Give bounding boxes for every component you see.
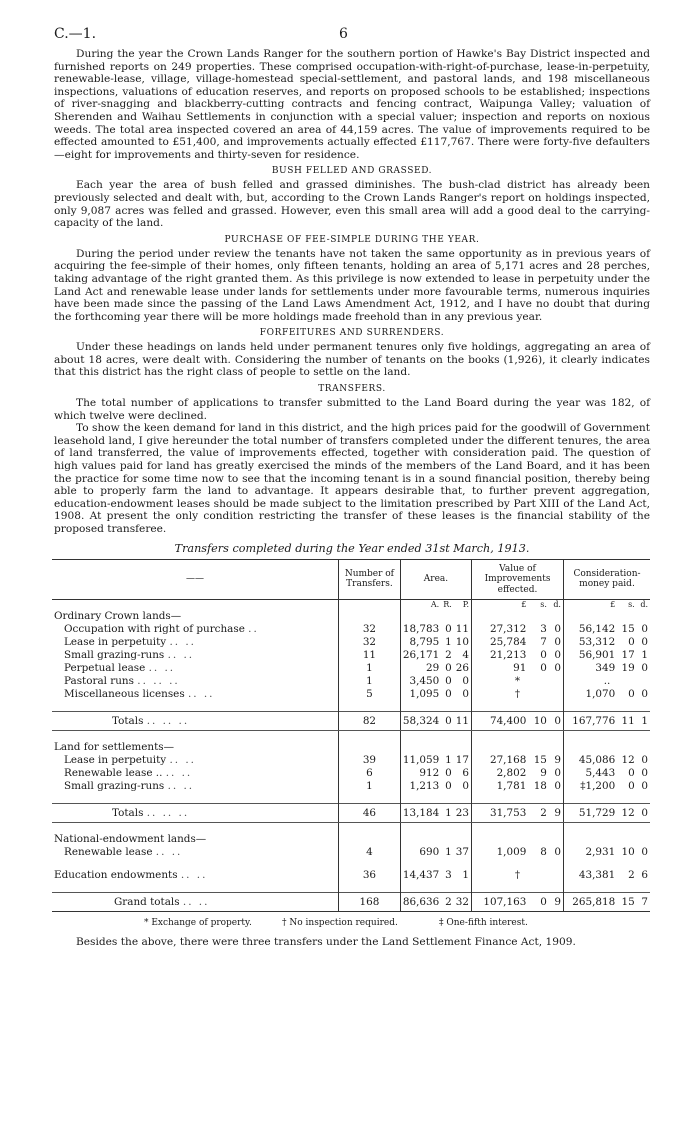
footnote-exchange: * Exchange of property. bbox=[144, 918, 252, 929]
table-footnotes bbox=[54, 918, 650, 930]
paragraph-transfers-count: The total number of applications to transfer submitted to the Land Board during the year was 182, of which twelve were declined. bbox=[54, 397, 650, 422]
group-row bbox=[52, 741, 650, 754]
unit-pence: d. bbox=[553, 600, 561, 610]
row-label: Small grazing-runs bbox=[64, 780, 165, 793]
row-label: Perpetual lease bbox=[64, 662, 146, 675]
header-dash: —— bbox=[52, 559, 339, 600]
header-number: Number of Transfers. bbox=[339, 559, 401, 600]
table-row: Renewable lease .. .. .. 6 912 0 6 2,802 9 0 5,443 0 0 bbox=[64, 767, 648, 780]
paragraph-purchase: During the period under review the tenants have not taken the same opportunity as in previous years of acquiring the fee-simple of their homes, only fifteen tenants, holding an area of 5,171 acres and 28 perches, taking advantage of the right granted them. As this privilege is now extended to lease in perpetuity under the Land Act and renewable lease under lands for settlements under more favourable terms, numerous inquiries have been made since the passing of the Land Laws Amendment Act, 1912, and I have no doubt that during the forthcoming year there will be more holdings made freehold than in any previous year. bbox=[54, 247, 650, 323]
row-label: Education endowments bbox=[54, 869, 178, 882]
group-label: National-endowment lands— bbox=[54, 833, 207, 846]
document-page bbox=[54, 26, 650, 949]
header-consideration: Consideration-money paid. bbox=[563, 559, 650, 600]
unit-pence-2: d. bbox=[640, 600, 648, 610]
unit-pounds: £ bbox=[472, 600, 529, 611]
table-row: Perpetual lease .. .. 1 29 0 26 91 0 0 349 19 0 bbox=[64, 662, 648, 675]
row-label: Lease in perpetuity bbox=[64, 754, 167, 767]
transfers-table bbox=[52, 559, 650, 913]
group-row bbox=[52, 610, 650, 623]
note-marker: * bbox=[472, 675, 564, 688]
table-row: Miscellaneous licenses .. .. 5 1,095 0 0 † 1,070 0 0 bbox=[64, 688, 648, 701]
note-marker: † bbox=[472, 688, 564, 701]
heading-bush-felled: BUSH FELLED AND GRASSED. bbox=[271, 166, 433, 177]
grand-totals-row: Grand totals .. .. 168 86,636 2 32 107,163 0 9 265,818 15 7 bbox=[52, 893, 650, 912]
unit-perches: P. bbox=[462, 600, 470, 610]
group-label: Ordinary Crown lands— bbox=[54, 610, 182, 623]
table-row: Pastoral runs .. .. .. 1 3,450 0 0 * .. bbox=[52, 675, 650, 688]
document-reference: C.—1. bbox=[54, 26, 97, 42]
row-label: Totals bbox=[112, 714, 144, 727]
paragraph-bush: Each year the area of bush felled and grassed diminishes. The bush-clad district has already been previously selected and dealt with, but, according to the Crown Lands Ranger's report on holdings inspected, only 9,087 acres was felled and grassed. However, even this small area will add a good deal to the carrying-capacity of the land. bbox=[54, 179, 650, 230]
row-label: Pastoral runs bbox=[64, 675, 134, 688]
row-label: Small grazing-runs bbox=[64, 649, 165, 662]
footnote-no-inspection: † No inspection required. bbox=[282, 918, 398, 929]
unit-roods: R. bbox=[443, 600, 452, 610]
paragraph-ranger-report: During the year the Crown Lands Ranger for the southern portion of Hawke's Bay District inspected and furnished reports on 249 properties. These comprised occupation-with-right-of-purchase, lease-in-perpetuity, renewable-lease, village, village-homestead special-settlement, and pastoral lands, and 198 miscellaneous inspections, valuations of education reserves, and reports on proposed schools to be established; inspections of river-snagging and blackberry-cutting contracts and fencing contract, Waipunga Valley; valuation of Sherenden and Waihau Settlements in conjunction with a special valuer; inspection and reports on noxious weeds. The total area inspected covered an area of 44,159 acres. The value of improvements required to be effected amounted to £51,400, and improvements actually effected £117,767. There were forty-five defaulters—eight for improvements and thirty-seven for residence. bbox=[54, 48, 650, 161]
table-row: Small grazing-runs .. .. 11 26,171 2 4 21,213 0 0 56,901 17 1 bbox=[64, 649, 648, 662]
heading-forfeitures: FORFEITURES AND SURRENDERS. bbox=[259, 328, 445, 339]
paragraph-transfers-detail: To show the keen demand for land in this district, and the high prices paid for the goodwill of Government leasehold land, I give hereunder the total number of transfers completed under the different tenures, the area of land transferred, the value of improvements effected, together with consideration paid. The question of high values paid for land has greatly exercised the minds of the members of the Land Board, and it has been the practice for some time now to see that the incoming tenant is in a sound financial position, thereby being able to properly farm the land to advantage. It appears desirable that, to further prevent aggregation, education-endowment leases should be made subject to the limitation prescribed by Part XIII of the Land Act, 1908. At present the only condition restricting the transfer of these leases is the financial stability of the proposed transferee. bbox=[54, 422, 650, 535]
totals-row: Totals .. .. .. 46 13,184 1 23 31,753 2 9 51,729 12 0 bbox=[52, 804, 650, 823]
row-label: Grand totals bbox=[114, 895, 180, 908]
row-label: Miscellaneous licenses bbox=[64, 688, 185, 701]
heading-purchase: PURCHASE OF FEE-SIMPLE DURING THE YEAR. bbox=[224, 234, 480, 245]
table-row: Lease in perpetuity .. .. 32 8,795 1 10 25,784 7 0 53,312 0 0 bbox=[64, 636, 648, 649]
group-row bbox=[52, 833, 650, 846]
header-area: Area. bbox=[400, 559, 471, 600]
row-label: Renewable lease .. bbox=[64, 767, 163, 780]
group-label: Land for settlements— bbox=[54, 741, 175, 754]
table-caption: Transfers completed during the Year ended 31st March, 1913. bbox=[174, 541, 530, 555]
table-row: Renewable lease .. .. 4 690 1 37 1,009 8 0 2,931 10 0 bbox=[64, 846, 648, 859]
page-number: 6 bbox=[339, 26, 348, 42]
row-label: Lease in perpetuity bbox=[64, 636, 167, 649]
table-row: Lease in perpetuity .. .. 39 11,059 1 17 27,168 15 9 45,086 12 0 bbox=[64, 754, 648, 767]
paragraph-forfeitures: Under these headings on lands held under permanent tenures only five holdings, aggregating an area of about 18 acres, were dealt with. Considering the number of tenants on the books (1,926), it clearly indicates that this district has the right class of people to settle on the land. bbox=[54, 341, 650, 379]
row-label: Totals bbox=[112, 806, 144, 819]
closing-paragraph: Besides the above, there were three transfers under the Land Settlement Finance Act, 1909. bbox=[76, 936, 576, 949]
page-header bbox=[54, 26, 650, 48]
totals-row: Totals .. .. .. 82 58,324 0 11 74,400 10 0 167,776 11 1 bbox=[52, 712, 650, 731]
table-row: Education endowments .. .. 36 14,437 3 1 † 43,381 2 6 bbox=[54, 869, 648, 882]
unit-acres: A. bbox=[400, 600, 441, 611]
unit-shillings: s. bbox=[540, 600, 547, 610]
header-value: Value of Improvements effected. bbox=[472, 559, 564, 600]
units-row bbox=[52, 600, 650, 611]
unit-shillings-2: s. bbox=[628, 600, 635, 610]
table-row: Occupation with right of purchase .. 32 18,783 0 11 27,312 3 0 56,142 15 0 bbox=[64, 623, 648, 636]
row-label: Renewable lease bbox=[64, 846, 153, 859]
table-row: Small grazing-runs .. .. 1 1,213 0 0 1,781 18 0 ‡1,200 0 0 bbox=[64, 780, 648, 793]
row-label: Occupation with right of purchase bbox=[64, 623, 245, 636]
note-marker: † bbox=[472, 869, 564, 882]
footnote-one-fifth: ‡ One-fifth interest. bbox=[439, 918, 528, 929]
unit-pounds-2: £ bbox=[563, 600, 617, 611]
table-header-row bbox=[52, 559, 650, 600]
heading-transfers: TRANSFERS. bbox=[318, 384, 386, 395]
